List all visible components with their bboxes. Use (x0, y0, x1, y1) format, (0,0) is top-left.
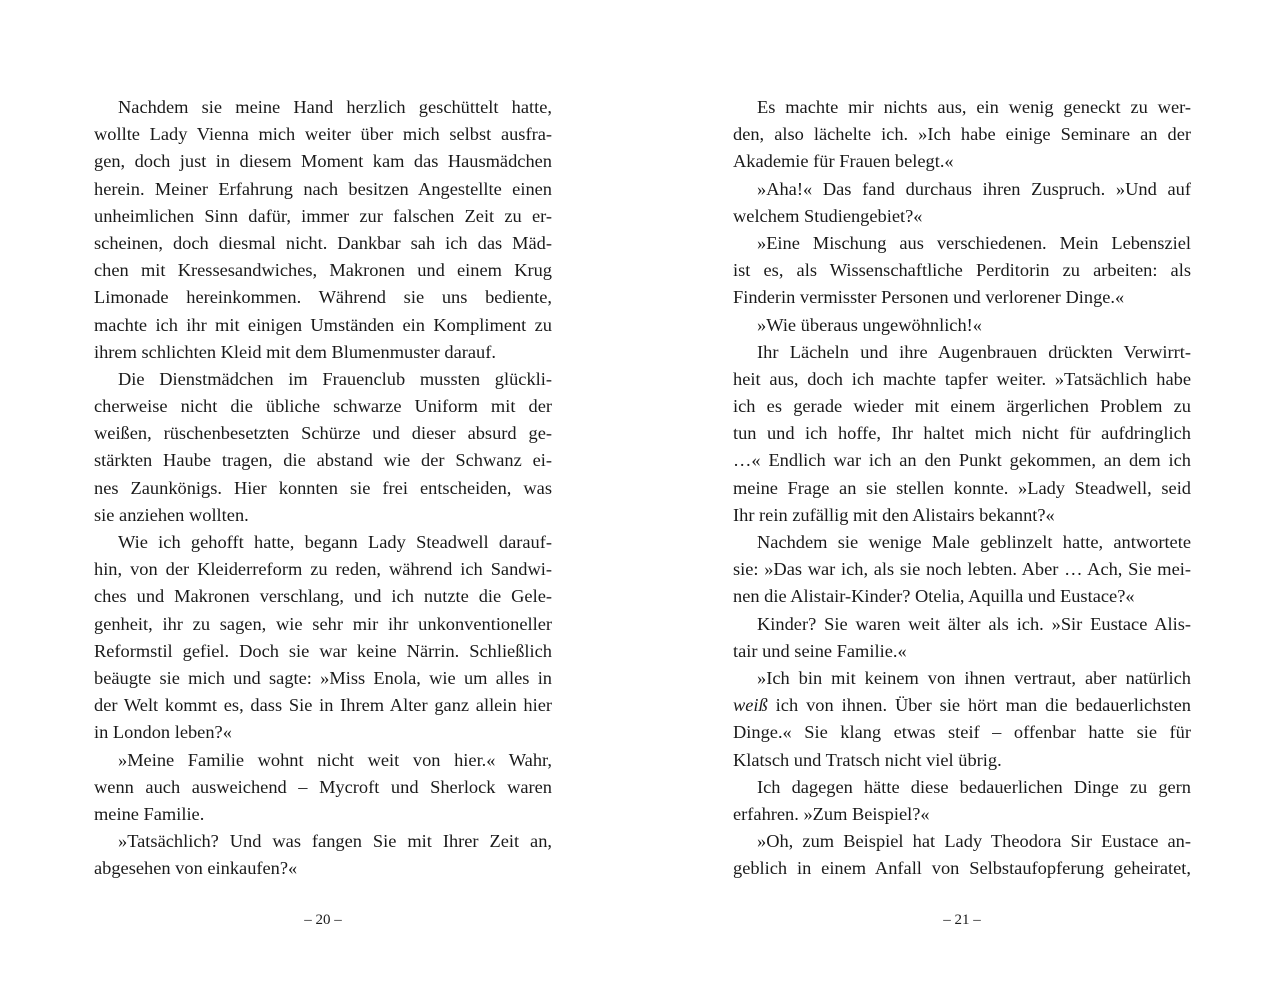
text-line: »Eine Mischung aus verschiedenen. Mein Lebensziel (757, 232, 1191, 253)
text-line: nen die Alistair-Kinder? Otelia, Aquilla und Eustace?« (733, 586, 1135, 607)
text-line: Ich dagegen hätte diese bedauerlichen Dinge zu gern (757, 776, 1191, 797)
text-line: »Wie überaus ungewöhnlich!« (757, 314, 982, 335)
text-line: herein. Meiner Erfahrung nach besitzen Angestellte einen (94, 178, 552, 199)
text-line: den, also lächelte ich. »Ich habe einige Seminare an der (733, 124, 1191, 145)
text-line: Klatsch und Tratsch nicht viel übrig. (733, 749, 1002, 770)
text-line: ich es gerade wieder mit einem ärgerlichen Problem zu (733, 396, 1191, 417)
text-line: erfahren. »Zum Beispiel?« (733, 803, 930, 824)
text-line: Nachdem sie meine Hand herzlich geschüttelt hatte, (118, 97, 552, 117)
text-line: heit aus, doch ich machte tapfer weiter. »Tatsächlich habe (733, 368, 1191, 389)
text-line: genheit, ihr zu sagen, wie sehr mir ihr unkonventioneller (94, 613, 552, 634)
text-line: welchem Studiengebiet?« (733, 205, 923, 226)
text-line: »Tatsächlich? Und was fangen Sie mit Ihrer Zeit an, (118, 831, 552, 852)
text-line: unheimlichen Sinn dafür, immer zur falschen Zeit zu er- (94, 205, 552, 226)
text-line: …« Endlich war ich an den Punkt gekommen, an dem ich (733, 450, 1191, 471)
text-line: »Aha!« Das fand durchaus ihren Zuspruch. »Und auf (757, 178, 1191, 199)
right-page-text (733, 94, 1191, 882)
text-line: Limonade hereinkommen. Während sie uns bediente, (94, 287, 552, 308)
text-line: hin, von der Kleiderreform zu reden, während ich Sandwi- (94, 559, 552, 580)
text-line: Akademie für Frauen belegt.« (733, 151, 954, 172)
text-line: machte ich ihr mit einigen Umständen ein Kompliment zu (94, 314, 552, 335)
text-line: ches und Makronen verschlang, und ich nutzte die Gele- (94, 586, 552, 607)
text-line: Wie ich gehofft hatte, begann Lady Steadwell darauf- (118, 532, 552, 552)
text-line: wenn auch ausweichend – Mycroft und Sherlock waren (94, 776, 552, 797)
text-line: chen mit Kressesandwiches, Makronen und einem Krug (94, 260, 552, 281)
text-line: meine Frage an sie stellen konnte. »Lady Steadwell, seid (733, 477, 1191, 498)
text-line: abgesehen von einkaufen?« (94, 858, 298, 879)
text-line: der Welt kommt es, dass Sie in Ihrem Alter ganz allein hier (94, 695, 552, 716)
text-line: scheinen, doch diesmal nicht. Dankbar sah ich das Mäd- (94, 232, 552, 253)
text-line: Ihr rein zufällig mit den Alistairs bekannt?« (733, 504, 1055, 525)
text-line: »Oh, zum Beispiel hat Lady Theodora Sir Eustace an- (757, 831, 1191, 852)
text-line: Nachdem sie wenige Male geblinzelt hatte, antwortete (757, 532, 1191, 552)
text-line: Kinder? Sie waren weit älter als ich. »Sir Eustace Alis- (757, 613, 1191, 634)
text-line: cherweise nicht die übliche schwarze Uniform mit der (94, 396, 552, 417)
text-line: »Meine Familie wohnt nicht weit von hier.« Wahr, (118, 749, 552, 770)
text-line: weiß ich von ihnen. Über sie hört man die bedauerlichsten (733, 695, 1191, 716)
text-line: sie anziehen wollten. (94, 504, 249, 525)
text-line: in London leben?« (94, 722, 232, 743)
text-line: ihrem schlichten Kleid mit dem Blumenmuster darauf. (94, 341, 496, 362)
text-line: geblich in einem Anfall von Selbstaufopferung geheiratet, (733, 858, 1191, 879)
text-line: weißen, rüschenbesetzten Schürze und dieser absurd ge- (94, 423, 552, 444)
emphasis-word: weiß (733, 695, 768, 716)
text-line: »Ich bin mit keinem von ihnen vertraut, aber natürlich (757, 667, 1191, 688)
text-line: meine Familie. (94, 803, 205, 824)
text-line: wollte Lady Vienna mich weiter über mich selbst ausfra- (94, 124, 552, 145)
right-page-number: – 21 – (943, 912, 981, 928)
text-line: beäugte sie mich und sagte: »Miss Enola, wie um alles in (94, 667, 552, 688)
left-page-number: – 20 – (304, 912, 342, 928)
text-line: Dinge.« Sie klang etwas steif – offenbar hatte sie für (733, 722, 1191, 743)
text-line: Es machte mir nichts aus, ein wenig geneckt zu wer- (757, 97, 1191, 117)
text-line: Die Dienstmädchen im Frauenclub mussten glückli- (118, 368, 552, 389)
text-line: sie: »Das war ich, als sie noch lebten. Aber … Ach, Sie mei- (733, 559, 1191, 580)
text-line: Reformstil gefiel. Doch sie war keine Närrin. Schließlich (94, 640, 552, 661)
text-line: tun und ich hoffe, Ihr haltet mich nicht für aufdringlich (733, 423, 1191, 444)
text-line: gen, doch just in diesem Moment kam das Hausmädchen (94, 151, 552, 172)
text-line: Finderin vermisster Personen und verlorener Dinge.« (733, 287, 1125, 308)
text-line: ist es, als Wissenschaftliche Perditorin zu arbeiten: als (733, 260, 1191, 281)
text-line: nes Zaunkönigs. Hier konnten sie frei entscheiden, was (94, 477, 552, 498)
text-line: tair und seine Familie.« (733, 640, 907, 661)
text-line: Ihr Lächeln und ihre Augenbrauen drückten Verwirrt- (757, 341, 1191, 362)
left-page-text (94, 94, 552, 882)
text-line: stärkten Haube tragen, die abstand wie der Schwanz ei- (94, 450, 552, 471)
